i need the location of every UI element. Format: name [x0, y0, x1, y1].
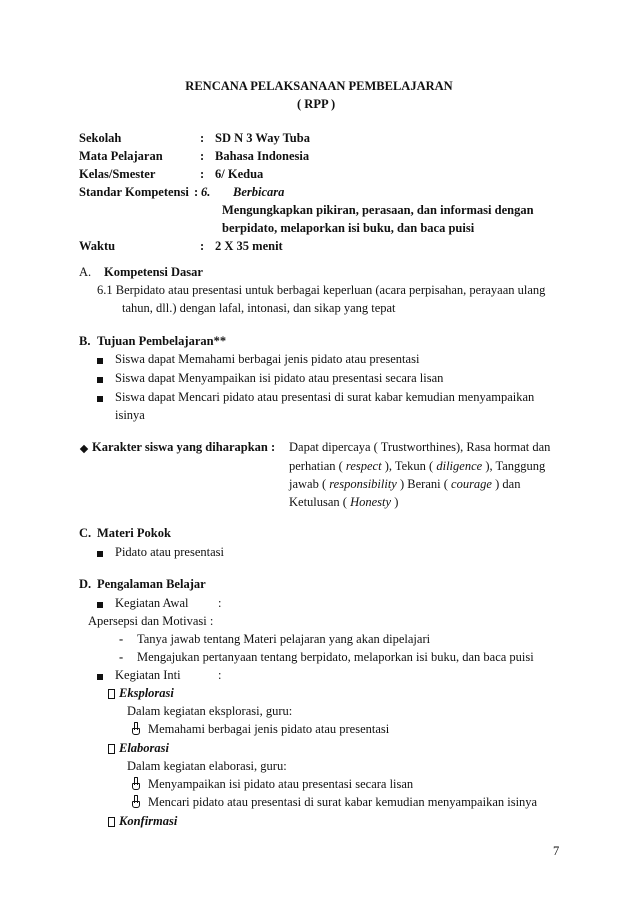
kelas-label: Kelas/Smester: [79, 167, 156, 181]
sk-label: Standar Kompetensi: [79, 185, 189, 199]
karakter-text: ), Tanggung: [482, 459, 546, 473]
bullet-square-icon: [97, 669, 103, 684]
karakter-text: ) Berani (: [396, 477, 452, 491]
karakter-term: respect: [345, 459, 382, 473]
apersepsi-item-2: Mengajukan pertanyaan tentang berpidato, melaporkan isi buku, dan baca puisi: [137, 650, 534, 664]
sekolah-colon: :: [200, 131, 205, 145]
karakter-text: jawab (: [289, 477, 330, 491]
section-c-letter: C.: [79, 526, 92, 540]
waktu-label: Waktu: [79, 239, 116, 253]
section-c-heading: Materi Pokok: [97, 526, 171, 540]
section-b-letter: B.: [79, 334, 91, 348]
hand-bullet-icon: [131, 722, 140, 737]
waktu-value: 2 X 35 menit: [215, 239, 283, 253]
apersepsi-item-1: Tanya jawab tentang Materi pelajaran yang akan dipelajari: [137, 632, 431, 646]
kegiatan-inti-label: Kegiatan Inti: [115, 668, 181, 682]
section-b-heading: Tujuan Pembelajaran**: [97, 334, 227, 348]
sekolah-value: SD N 3 Way Tuba: [215, 131, 310, 145]
karakter-label: Karakter siswa yang diharapkan :: [92, 440, 276, 454]
karakter-line3: [289, 477, 520, 492]
karakter-text: ), Tekun (: [381, 459, 437, 473]
konfirmasi-heading: Konfirmasi: [119, 814, 178, 828]
elaborasi-item-1: Menyampaikan isi pidato atau presentasi secara lisan: [148, 777, 414, 791]
tujuan-item-3-line2: isinya: [115, 408, 145, 422]
kd-line2: tahun, dll.) dengan lafal, intonasi, dan sikap yang tepat: [122, 301, 396, 315]
eksplorasi-item-1: Memahami berbagai jenis pidato atau presentasi: [148, 722, 390, 736]
doc-subtitle: ( RPP ): [297, 97, 336, 111]
sekolah-label: Sekolah: [79, 131, 122, 145]
kegiatan-awal-label: Kegiatan Awal: [115, 596, 189, 610]
karakter-line4: [289, 495, 398, 510]
tujuan-item-3-line1: Siswa dapat Mencari pidato atau presentasi di surat kabar kemudian menyampaikan: [115, 390, 535, 404]
hand-bullet-icon: [131, 795, 140, 810]
section-a-letter: A.: [79, 265, 92, 279]
sk-desc-line2: berpidato, melaporkan isi buku, dan baca puisi: [222, 221, 475, 235]
hand-bullet-icon: [131, 777, 140, 792]
materi-item-1: Pidato atau presentasi: [115, 545, 224, 559]
elaborasi-intro: Dalam kegiatan elaborasi, guru:: [127, 759, 287, 773]
elaborasi-item-2: Mencari pidato atau presentasi di surat kabar kemudian menyampaikan isinya: [148, 795, 538, 809]
section-d-heading: Pengalaman Belajar: [97, 577, 206, 591]
karakter-term: responsibility: [329, 477, 397, 491]
sk-desc-line1: Mengungkapkan pikiran, perasaan, dan informasi dengan: [222, 203, 534, 217]
kelas-value: 6/ Kedua: [215, 167, 264, 181]
karakter-text: Ketulusan (: [289, 495, 351, 509]
dash-bullet: -: [119, 650, 124, 664]
kd-line1: 6.1 Berpidato atau presentasi untuk berbagai keperluan (acara perpisahan, perayaan ulang: [97, 283, 546, 297]
box-bullet-icon: [108, 742, 115, 757]
karakter-term: diligence: [436, 459, 483, 473]
box-bullet-icon: [108, 815, 115, 830]
dash-bullet: -: [119, 632, 124, 646]
karakter-text: ) dan: [491, 477, 521, 491]
elaborasi-heading: Elaborasi: [119, 741, 170, 755]
mapel-colon: :: [200, 149, 205, 163]
diamond-bullet-icon: [81, 441, 87, 456]
mapel-value: Bahasa Indonesia: [215, 149, 310, 163]
sk-topic: Berbicara: [233, 185, 285, 199]
kelas-colon: :: [200, 167, 205, 181]
kegiatan-inti-colon: :: [218, 668, 222, 682]
section-a-heading: Kompetensi Dasar: [104, 265, 203, 279]
bullet-square-icon: [97, 546, 103, 561]
karakter-line1: Dapat dipercaya ( Trustworthines), Rasa hormat dan: [289, 440, 551, 454]
karakter-term: Honesty: [350, 495, 392, 509]
waktu-colon: :: [200, 239, 205, 253]
section-d-letter: D.: [79, 577, 92, 591]
karakter-line2: [289, 459, 545, 474]
eksplorasi-intro: Dalam kegiatan eksplorasi, guru:: [127, 704, 293, 718]
sk-colon: :: [194, 185, 199, 199]
bullet-square-icon: [97, 391, 103, 406]
eksplorasi-heading: Eksplorasi: [119, 686, 174, 700]
tujuan-item-1: Siswa dapat Memahami berbagai jenis pidato atau presentasi: [115, 352, 420, 366]
doc-title: RENCANA PELAKSANAAN PEMBELAJARAN: [185, 79, 453, 93]
kegiatan-awal-colon: :: [218, 596, 222, 610]
page-number: 7: [553, 844, 560, 858]
bullet-square-icon: [97, 353, 103, 368]
karakter-term: courage: [451, 477, 492, 491]
box-bullet-icon: [108, 687, 115, 702]
tujuan-item-2: Siswa dapat Menyampaikan isi pidato atau presentasi secara lisan: [115, 371, 444, 385]
karakter-text: ): [391, 495, 399, 509]
mapel-label: Mata Pelajaran: [79, 149, 163, 163]
apersepsi-label: Apersepsi dan Motivasi :: [88, 614, 214, 628]
bullet-square-icon: [97, 597, 103, 612]
sk-number: 6.: [201, 185, 211, 199]
bullet-square-icon: [97, 372, 103, 387]
karakter-text: perhatian (: [289, 459, 346, 473]
